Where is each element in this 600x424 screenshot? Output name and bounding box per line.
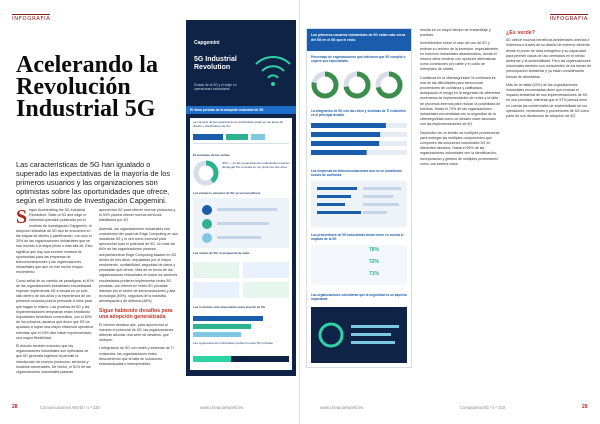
stat-value: 78%: [369, 247, 380, 253]
trust-graphic: [311, 181, 407, 227]
info-text: Los primeros usuarios de 5G ya ven beneficios: [193, 191, 261, 195]
body-column-4: [506, 28, 592, 122]
paragraph: El estudio también encontró que las organizaciones industriales son optimistas de que 5G generará ingresos al permitir la introducción de nuevos productos, servicios y modelos comerciales. De hecho, el 51% de las organizaciones industriales planean: [16, 344, 91, 375]
infographic-header: [307, 29, 411, 51]
info-label: La integración de 5G con las redes y sistemas de TI existentes es el principal desafío: [311, 109, 406, 117]
stat-value: 72%: [369, 259, 380, 265]
section-subhead: ¿Es verde?: [506, 30, 536, 36]
bar: [311, 123, 386, 128]
value-graphic: [193, 258, 289, 302]
paragraph: aprovechar 5G para ofrecer nuevos productos y el 50% planea ofrecer nuevos servicios habilitados por 5G.: [99, 208, 176, 223]
bar: [311, 150, 367, 155]
bar: [311, 132, 380, 137]
info-text: Las ventas de 5G: la propuesta de valor: [193, 251, 250, 255]
paragraph: Además, las organizaciones industriales son conscientes del papel de Edge Computing en sus iniciativas 5G y lo ven como esencial para aprovechar todo el potencial de 5G. Un total del 84% de las organizaciones planean aceptar/acelerar Edge Computing basado en 5G dentro de tres años, impulsadas por el mayor rendimiento, confiabilidad, seguridad de datos y privacidad que ofrece. Más de un tercio de las organizaciones industriales en todos los sectores encuestados prefieren implementar redes 5G privadas, con interés en redes 5G privadas liderado por el sector de semiconductores y alta tecnología (50%), seguidos de la industria aeroespacial y de defensa (48%).: [99, 226, 178, 304]
paragraph: • Integración de 5G con redes y sistemas de TI existentes: las organizaciones están descubriendo que la falta de soluciones estandarizadas e interoperables: [99, 346, 174, 367]
infographic-continued: [306, 28, 412, 368]
paragraph: Confianza en la ciberseguridad: la confianza es una de las dificultades para seleccionar proveedores de confianza y calificados, anticipando el riesgo en la seguridad de diferentes escenarios de implementación de redes y la falta de procesos internos para reducir la posibilidad de brechas. Hasta el 73% de las organizaciones industriales encuestadas ven la seguridad de la ciberseguridad como un desafío clave asociado con las implementaciones de 5G.: [420, 75, 501, 127]
paragraph: Incertidumbre sobre el caso de uso de 5G y estimar su retorno de la inversión, especialmente en entornos industriales abandonados, donde el retorno debe medirse con opciones alternativas como conexiones por cable y el costo de reemplazo de cables.: [420, 41, 499, 72]
stage-bars-graphic: [193, 132, 289, 152]
expectation-donuts: [311, 69, 407, 103]
stripe-text: El ritmo previsto de la adopción industrial de 5G: [190, 108, 264, 112]
paragraph: 5G ofrece muchos beneficios ambientales directos e indirectos a través de su diseño de extremo eficiente desde el punto de vista energético y su capacidad para permitir casos de uso centrados en el medio ambiente y la sostenibilidad. Pero las organizaciones industriales también son conscientes de los temas de preocupación ambiental y ya están considerando formas de abordarlas.: [506, 38, 592, 79]
drop-cap: S: [16, 206, 28, 228]
infographic-panel: [186, 20, 296, 376]
private-network-graphic: [193, 352, 289, 366]
body-column-2: [99, 208, 179, 370]
section-tag: INFOGRAFIA: [12, 16, 51, 22]
info-label: Las empresas de telecomunicaciones aún no se consideran socios de confianza: [311, 169, 402, 177]
footer-issue: Computerworld / n.º 333: [460, 405, 506, 410]
paragraph: Más de la mitad (53%) de las organizaciones industriales encuestadas dicen que evaluar el impacto ambiental de sus implementaciones de 5G es una prioridad, mientras que el 57% piensa tener en cuenta las credenciales de sostenibilidad de los operadores, vendedores y proveedores de 5G como parte de sus decisiones de adopción de 5G.: [506, 82, 590, 119]
security-graphic: [311, 307, 407, 363]
right-page: [300, 0, 600, 424]
page-number: 28: [12, 404, 18, 410]
infographic-body: [190, 118, 292, 370]
info-text: La mayoría de las organizaciones industriales están en las fases de diseño y planificación de 5G: [193, 120, 284, 128]
footer-issue: Comunicaciones World / n.º 333: [40, 405, 100, 410]
info-text: Las organizaciones industriales prefieren redes 5G privadas: [193, 341, 273, 345]
paragraph-text: egún Accelerating the 5G Industrial Revolution: State of 5G and edge in industrial operation publicado por el Instituto de Investigación Capgemini, la adopción industrial de 5G aún se encuentra en las etapas de diseño y planificación, con solo el 30% de las organizaciones industriales que se han movido a la etapa piloto o más allá de. Esto significa que hay una enorme ventana de oportunidad para las empresas de telecomunicaciones y las organizaciones industriales que aún no han hecho ningún movimiento.: [16, 208, 93, 275]
challenge-bars: [311, 121, 407, 161]
header-text: Los primeros usuarios industriales de 5G están más cerca del 5G en el 5G que el resto: [311, 33, 406, 42]
paragraph: [16, 208, 94, 276]
benefits-graphic: [193, 198, 289, 248]
reasons-graphic: [193, 314, 289, 338]
brand-logo: Capgemini: [194, 40, 220, 46]
infographic-header: [186, 20, 296, 112]
article-dek: Las características de 5G han igualado o superado las expectativas de la mayoría de los primeros usuarios y las organizaciones son optimistas sobre las oportunidades que ofrece, según el Instituto de Investigación Capgemini.: [16, 160, 171, 205]
bar: [311, 141, 379, 146]
body-column-3: [420, 28, 502, 170]
paragraph: Dependen de un ámbito de múltiples proveedores para entregar las múltiples componentes que componen las soluciones industriales 5G en diferentes desafíos. Hasta el 69% de las organizaciones industriales ven la identificación, incorporación y gestión de múltiples proveedores como una barrera clave.: [420, 130, 500, 166]
stat-value: 71%: [369, 271, 380, 277]
body-column-1: [16, 208, 94, 378]
infographic-title: 5G Industrial Revolution: [194, 56, 237, 71]
article-headline: Acelerando la Revolución Industrial 5G: [16, 52, 158, 122]
info-label: Los proveedores de 5G industriales deben tener en cuenta el impacto de la 5G: [311, 233, 404, 241]
info-text: 40% — de las organizaciones industriales esperan desplegar 5G a escala en los próximos dos años: [222, 161, 290, 169]
section-subhead: Sigue habiendo desafíos para una adopción generalizada: [99, 307, 173, 320]
footer-url: www.computerworld.es: [320, 405, 364, 410]
page-number: 29: [582, 404, 588, 410]
infographic-subtitle: Estado de la 5G y el edge en operaciones industriales: [194, 83, 237, 92]
info-text: El momento de las ventas: [193, 153, 230, 157]
section-tag: INFOGRAFIA: [549, 16, 588, 22]
paragraph: El informe destaca que, para aprovechar al máximo el potencial de 5G, las organizaciones deberán abordar una serie de desafíos, que incluyen:: [99, 322, 174, 343]
infographic-stripe: [186, 106, 296, 114]
footer-url: www.computerworld.es: [200, 405, 244, 410]
stats-box: [311, 245, 407, 285]
paragraph: resulta en un mayor tiempo de ensamblaje y pruebas.: [420, 28, 491, 38]
info-label: Porcentaje de organizaciones que indicaron que 5G cumplió o superó sus expectativas: [311, 55, 406, 63]
info-label: Las organizaciones consideran que la seguridad es un aspecto importante: [311, 293, 407, 301]
info-text: Las 3 razones más importantes para invertir en 5G: [193, 305, 266, 309]
paragraph: Como señal de un cambio de paradigma, el 40% de las organizaciones industriales encuestadas esperan implementar 5G a escala en un solo sitio dentro de dos años y la experiencia de los primeros usuarios podría persuadir a otros para que hagan lo mismo. Las pruebas de 5G y las implementaciones tempranas están brindando importantes beneficios comerciales, con el 60% de los primeros usuarios que dicen que 5G ha ayudado a lograr una mayor eficiencia operativa, mientras que el 43% dice haber experimentado una mayor flexibilidad.: [16, 278, 94, 340]
